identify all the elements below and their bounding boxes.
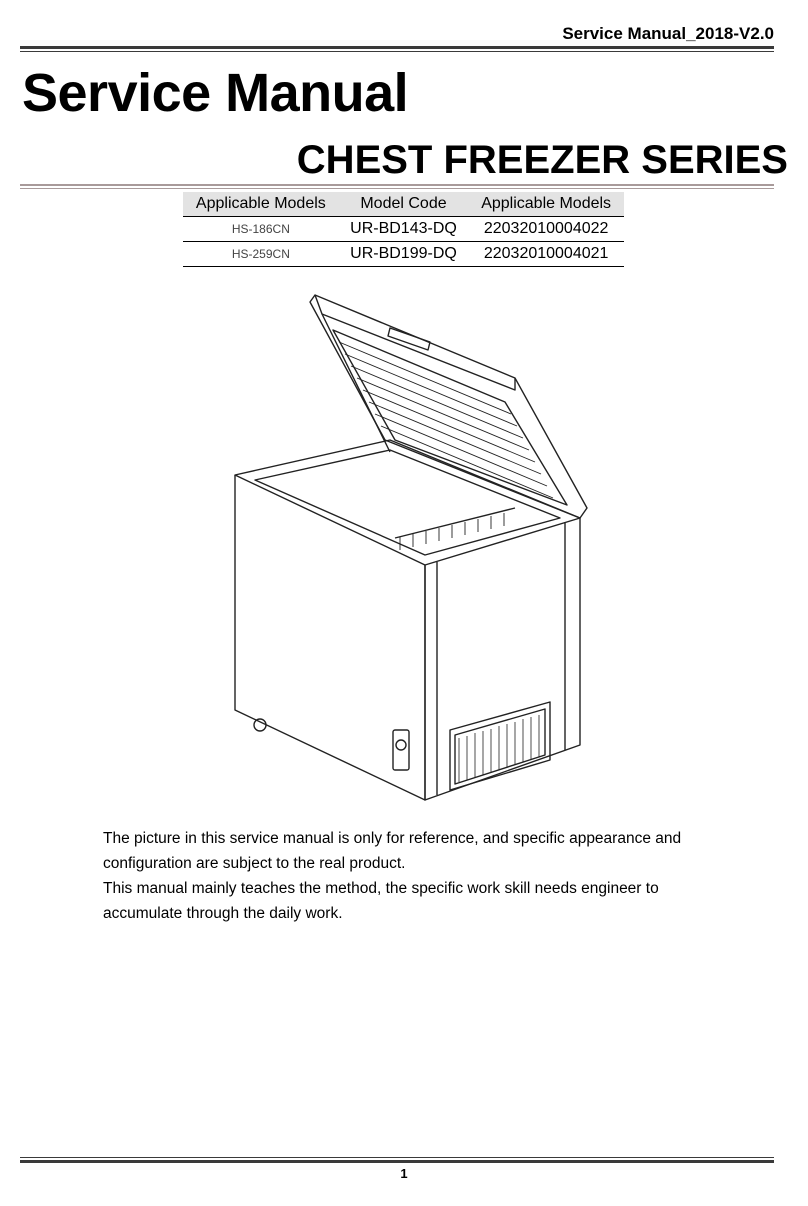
column-header-applicable-models-code: Applicable Models — [468, 192, 624, 217]
disclaimer-paragraph: This manual mainly teaches the method, the specific work skill needs engineer to accumulate through the daily work. — [103, 880, 659, 922]
cabinet-side — [425, 518, 580, 800]
model-table — [183, 192, 624, 267]
table-cell-model: HS-186CN — [183, 217, 339, 242]
table-cell-product-code: 22032010004022 — [468, 217, 624, 242]
disclaimer-paragraph: The picture in this service manual is only for reference, and specific appearance and configuration are subject to the real product. — [103, 830, 682, 872]
drain-plug-icon — [254, 719, 266, 731]
table-row — [183, 242, 624, 267]
header-rule — [20, 46, 774, 52]
title-rule — [20, 184, 774, 189]
table-cell-product-code: 22032010004021 — [468, 242, 624, 267]
vent-grille — [450, 702, 550, 790]
page-subtitle: CHEST FREEZER SERIES — [296, 138, 788, 182]
header-label: Service Manual_2018-V2.0 — [562, 24, 774, 43]
table-cell-model-code: UR-BD199-DQ — [339, 242, 469, 267]
column-header-applicable-models: Applicable Models — [183, 192, 339, 217]
chest-freezer-illustration — [215, 290, 595, 810]
table-cell-model-code: UR-BD143-DQ — [339, 217, 469, 242]
disclaimer-text — [103, 826, 723, 926]
thermostat-knob-icon — [396, 740, 406, 750]
cabinet-front — [235, 475, 425, 800]
page-title: Service Manual — [22, 63, 409, 123]
model-table-header-row — [183, 192, 624, 217]
lid-handle — [388, 328, 430, 350]
table-cell-model: HS-259CN — [183, 242, 339, 267]
footer-rule — [20, 1157, 774, 1163]
table-row — [183, 217, 624, 242]
column-header-model-code: Model Code — [339, 192, 469, 217]
page-number: 1 — [400, 1166, 408, 1181]
